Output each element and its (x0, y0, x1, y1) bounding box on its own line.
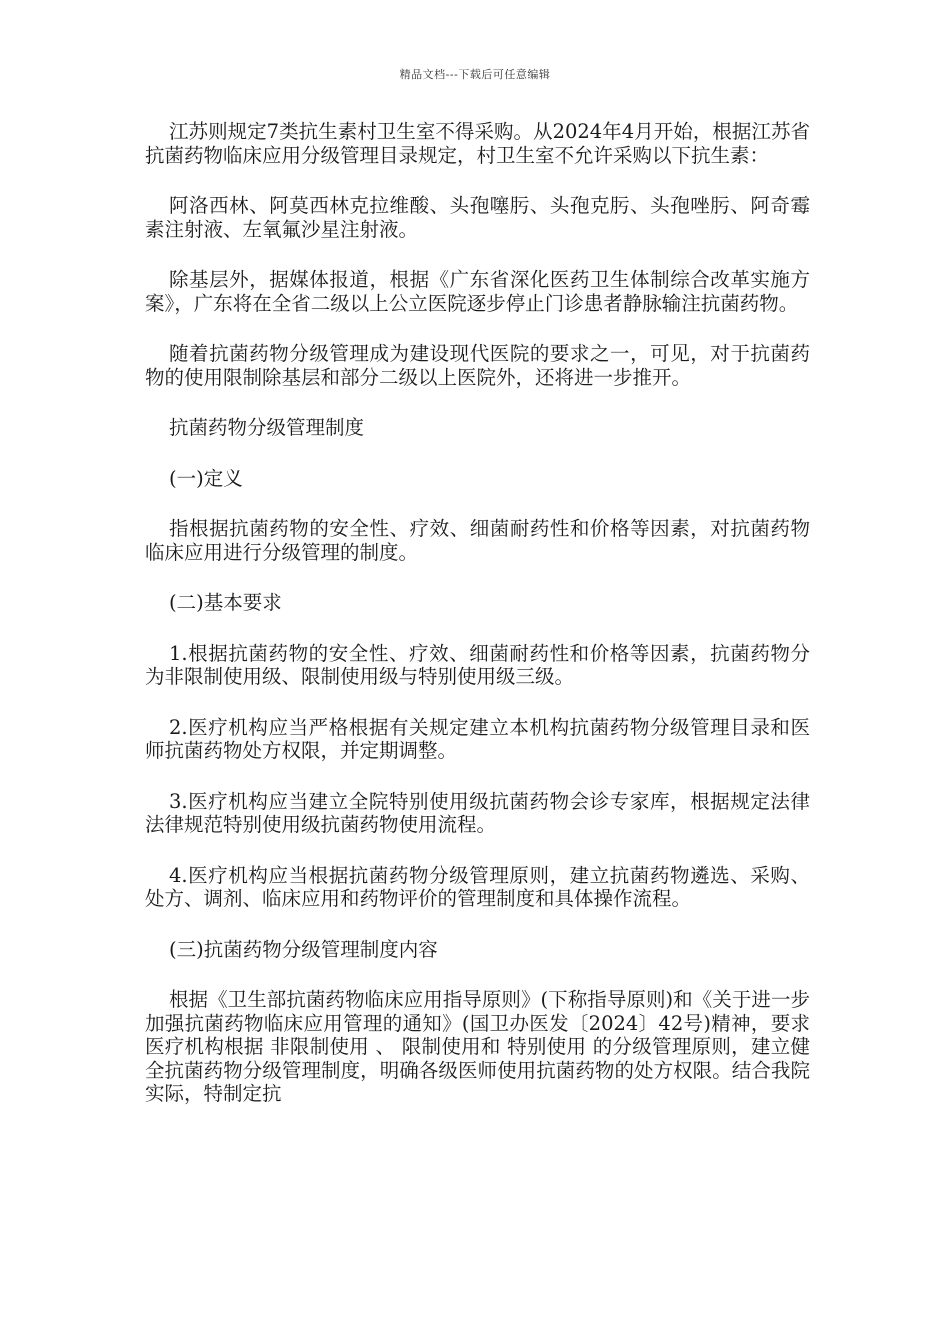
paragraph-outlook: 随着抗菌药物分级管理成为建设现代医院的要求之一，可见，对于抗菌药物的使用限制除基层和部分二级以上医院外，还将进一步推开。 (145, 342, 810, 389)
list-item: 1.根据抗菌药物的安全性、疗效、细菌耐药性和价格等因素，抗菌药物分为非限制使用级、限制使用级与特别使用级三级。 (145, 641, 810, 688)
paragraph-guangdong: 除基层外，据媒体报道，根据《广东省深化医药卫生体制综合改革实施方案》，广东将在全省二级以上公立医院逐步停止门诊患者静脉输注抗菌药物。 (145, 268, 810, 315)
subsection-definition: (一)定义 (169, 466, 243, 490)
subsection-requirements: (二)基本要求 (169, 591, 282, 614)
header-note: 精品文档---下载后可任意编辑 (399, 68, 551, 81)
subsection-content: (三)抗菌药物分级管理制度内容 (169, 937, 438, 961)
section-title: 抗菌药物分级管理制度 (169, 416, 365, 439)
paragraph-definition: 指根据抗菌药物的安全性、疗效、细菌耐药性和价格等因素，对抗菌药物临床应用进行分级管理的制度。 (145, 517, 810, 564)
list-item: 3.医疗机构应当建立全院特别使用级抗菌药物会诊专家库，根据规定法律法律规范特别使用级抗菌药物使用流程。 (145, 789, 810, 836)
document-body (145, 120, 810, 1133)
paragraph-antibiotic-list: 阿洛西林、阿莫西林克拉维酸、头孢噻肟、头孢克肟、头孢唑肟、阿奇霉素注射液、左氧氟沙星注射液。 (145, 194, 810, 241)
list-item: 2.医疗机构应当严格根据有关规定建立本机构抗菌药物分级管理目录和医师抗菌药物处方权限，并定期调整。 (145, 715, 810, 762)
list-item: 4.医疗机构应当根据抗菌药物分级管理原则，建立抗菌药物遴选、采购、处方、调剂、临床应用和药物评价的管理制度和具体操作流程。 (145, 863, 810, 910)
paragraph-guideline: 根据《卫生部抗菌药物临床应用指导原则》(下称指导原则)和《关于进一步加强抗菌药物临床应用管理的通知》(国卫办医发〔2024〕42号)精神，要求医疗机构根据 非限制使用 、 限制使用和 特别使用 的分级管理原则，建立健全抗菌药物分级管理制度，明确各级医师使用抗菌药物的处方权限。结合我院实际，特制定抗 (145, 988, 810, 1105)
paragraph-jiangsu-rule: 江苏则规定7类抗生素村卫生室不得采购。从2024年4月开始，根据江苏省抗菌药物临床应用分级管理目录规定，村卫生室不允许采购以下抗生素： (145, 120, 810, 167)
